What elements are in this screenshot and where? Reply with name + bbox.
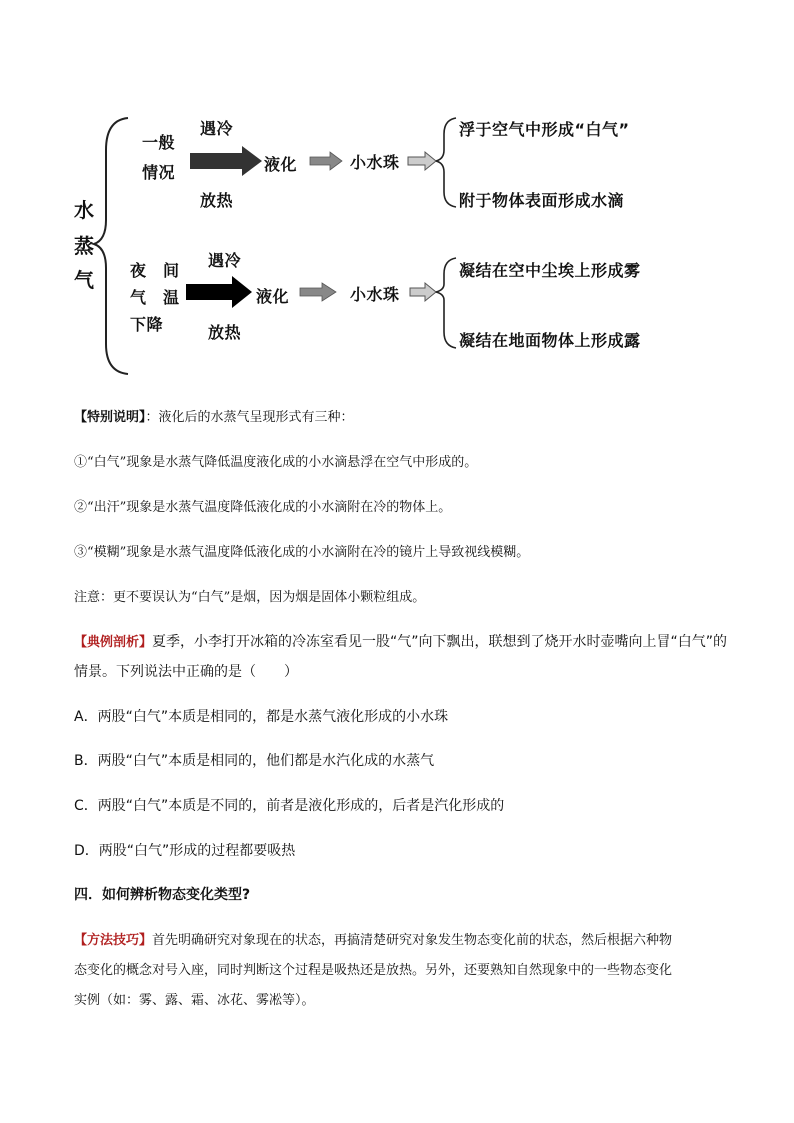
- bottom-result-1: 凝结在空中尘埃上形成雾: [459, 261, 641, 280]
- top-condition-line1: 一般: [142, 133, 176, 152]
- top-condition-line2: 情况: [142, 163, 176, 182]
- bottom-product-label: 小水珠: [350, 285, 400, 304]
- note-intro: ：液化后的水蒸气呈现形式有三种：: [145, 410, 354, 425]
- top-product-label: 小水珠: [350, 153, 400, 172]
- section-heading: 四．如何辨析物态变化类型?: [74, 887, 251, 903]
- note-item-3: ③“模糊”现象是水蒸气温度降低液化成的小水滴附在冷的镜片上导致视线模糊。: [74, 545, 530, 560]
- top-product-arrow: [408, 152, 436, 170]
- bottom-process-arrow: [300, 283, 336, 301]
- water-vapor-diagram: [0, 0, 794, 390]
- top-process-arrow: [310, 152, 342, 170]
- bottom-condition-line3: 下降: [130, 315, 164, 334]
- method-label: 【方法技巧】: [74, 933, 153, 948]
- note-label: 【特别说明】: [74, 410, 146, 425]
- option-a: A．两股“白气”本质是相同的，都是水蒸气液化形成的小水珠: [74, 709, 449, 725]
- example-label: 【典例剖析】: [74, 635, 153, 650]
- top-result-1: 浮于空气中形成“白气”: [459, 120, 630, 139]
- top-arrow-label-bottom: 放热: [200, 191, 234, 210]
- example-question-line2: 情景。下列说法中正确的是（ ）: [74, 664, 298, 680]
- top-result-brace: [436, 118, 456, 207]
- example-question-text: 夏季，小李打开冰箱的冷冻室看见一股“气”向下飘出，联想到了烧开水时壶嘴向上冒“白气”的: [152, 634, 728, 650]
- bottom-arrow-label-bottom: 放热: [208, 323, 242, 342]
- top-cooling-arrow: [190, 146, 262, 176]
- example-question-line1: [74, 631, 727, 651]
- option-b: B．两股“白气”本质是相同的，他们都是水汽化成的水蒸气: [74, 753, 435, 769]
- option-d: D．两股“白气”形成的过程都要吸热: [74, 843, 296, 859]
- note-item-2: ②“出汗”现象是水蒸气温度降低液化成的小水滴附在冷的物体上。: [74, 500, 452, 515]
- bottom-product-arrow: [410, 283, 436, 301]
- method-line1: [74, 929, 672, 948]
- note-intro-line: [74, 406, 354, 425]
- note-caution: 注意：更不要误认为“白气”是烟，因为烟是固体小颗粒组成。: [74, 590, 426, 605]
- diagram-graphics: [0, 0, 794, 390]
- method-line1-text: 首先明确研究对象现在的状态，再搞清楚研究对象发生物态变化前的状态，然后根据六种物: [152, 933, 673, 948]
- top-process-label: 液化: [264, 155, 298, 174]
- bottom-result-2: 凝结在地面物体上形成露: [459, 331, 641, 350]
- method-line3: 实例（如：雾、露、霜、冰花、雾凇等）。: [74, 993, 315, 1008]
- bottom-cooling-arrow: [186, 276, 252, 308]
- bottom-process-label: 液化: [256, 287, 290, 306]
- root-char-2: 蒸: [74, 234, 95, 258]
- bottom-arrow-label-top: 遇冷: [208, 251, 242, 270]
- method-line2: 态变化的概念对号入座，同时判断这个过程是吸热还是放热。另外，还要熟知自然现象中的一些物态变化: [74, 963, 673, 978]
- top-result-2: 附于物体表面形成水滴: [459, 191, 625, 210]
- option-c: C．两股“白气”本质是不同的，前者是液化形成的，后者是汽化形成的: [74, 798, 505, 814]
- bottom-condition-line1: 夜 间: [130, 261, 180, 280]
- root-char-1: 水: [74, 198, 95, 222]
- bottom-result-brace: [436, 258, 456, 348]
- note-item-1: ①“白气”现象是水蒸气降低温度液化成的小水滴悬浮在空气中形成的。: [74, 455, 478, 470]
- main-brace: [94, 118, 128, 374]
- top-arrow-label-top: 遇冷: [200, 119, 234, 138]
- bottom-condition-line2: 气 温: [130, 288, 180, 307]
- root-char-3: 气: [74, 268, 95, 292]
